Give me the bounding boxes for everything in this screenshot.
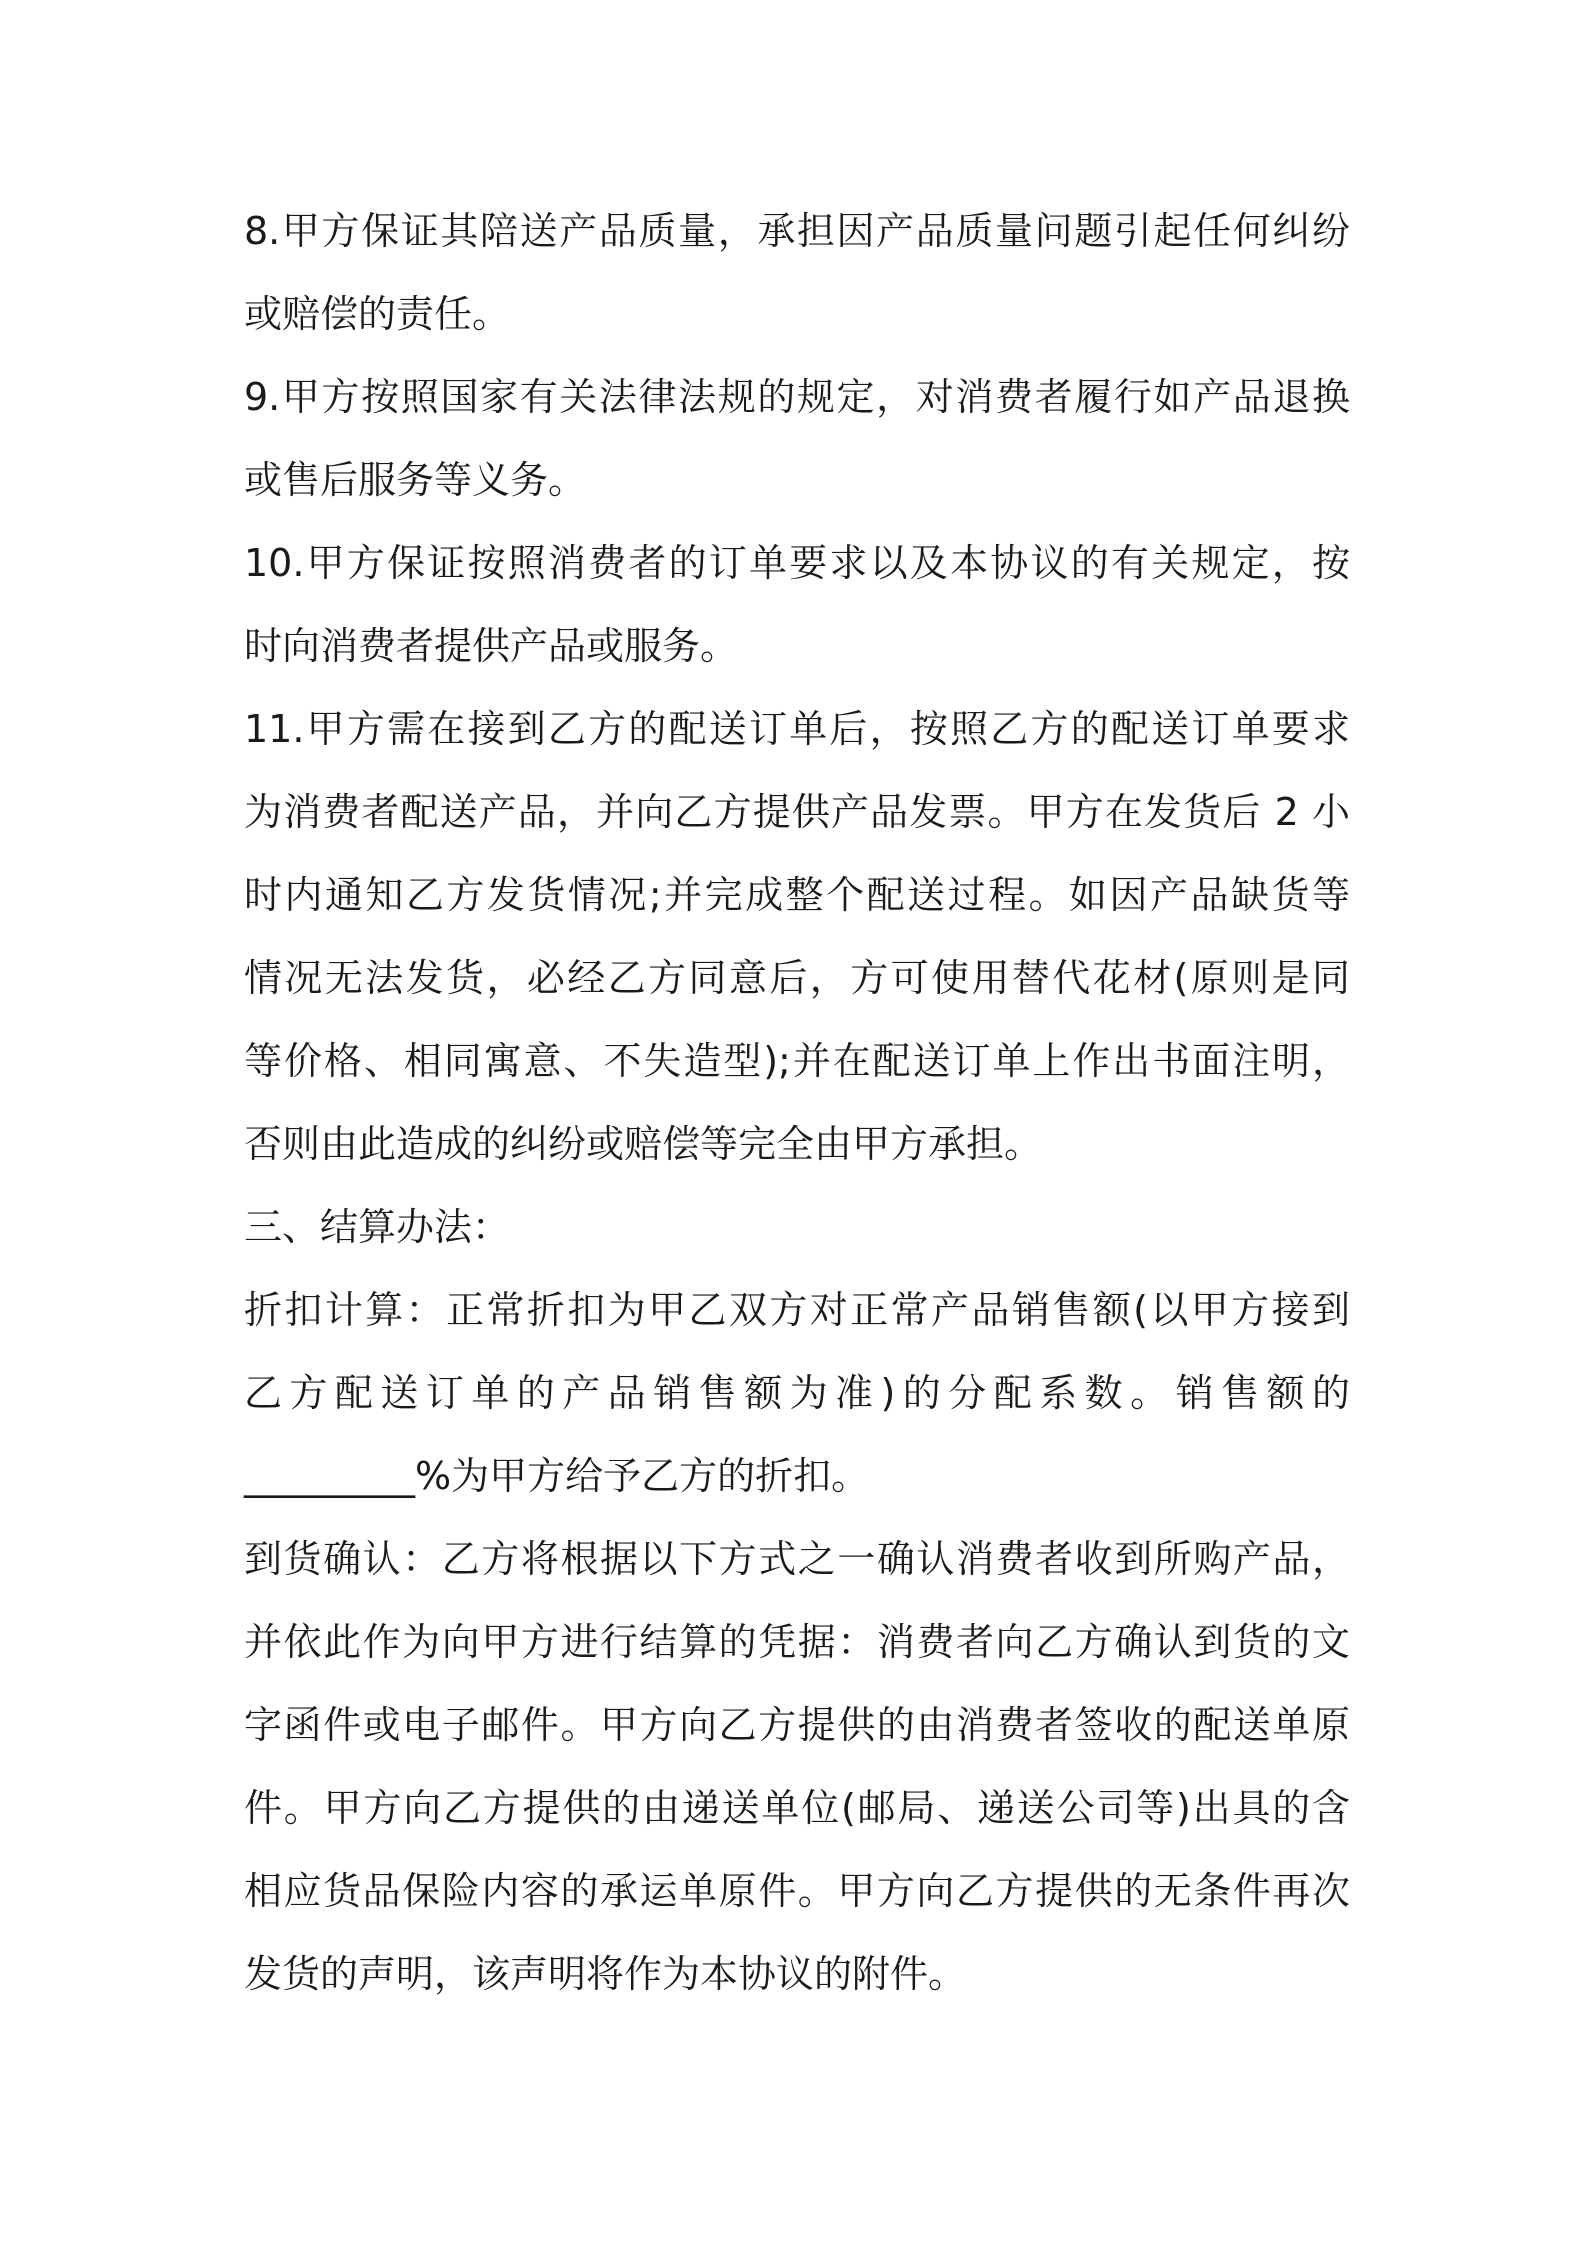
text-line: 折扣计算：正常折扣为甲乙双方对正常产品销售额(以甲方接到 — [244, 1288, 1350, 1332]
text-line: 时向消费者提供产品或服务。 — [244, 624, 739, 668]
text-line: 时内通知乙方发货情况;并完成整个配送过程。如因产品缺货等 — [244, 873, 1350, 917]
text-line: 等价格、相同寓意、不失造型);并在配送订单上作出书面注明， — [244, 1039, 1350, 1083]
text-line: 11.甲方需在接到乙方的配送订单后，按照乙方的配送订单要求 — [244, 707, 1350, 751]
section-heading: 三、结算办法： — [244, 1205, 511, 1249]
text-line: 到货确认：乙方将根据以下方式之一确认消费者收到所购产品， — [244, 1537, 1350, 1581]
text-line: 字函件或电子邮件。甲方向乙方提供的由消费者签收的配送单原 — [244, 1703, 1350, 1747]
text-line: 或赔偿的责任。 — [244, 292, 511, 336]
text-line: 为消费者配送产品，并向乙方提供产品发票。甲方在发货后 2 小 — [244, 790, 1350, 834]
text-line: 9.甲方按照国家有关法律法规的规定，对消费者履行如产品退换 — [244, 375, 1350, 419]
text-line: 并依此作为向甲方进行结算的凭据：消费者向乙方确认到货的文 — [244, 1620, 1350, 1664]
text-line: 否则由此造成的纠纷或赔偿等完全由甲方承担。 — [244, 1122, 1043, 1166]
text-line: 发货的声明，该声明将作为本协议的附件。 — [244, 1952, 967, 1996]
text-line: 或售后服务等义务。 — [244, 458, 587, 502]
text-line: 情况无法发货，必经乙方同意后，方可使用替代花材(原则是同 — [244, 956, 1350, 1000]
document-body — [244, 190, 1350, 2016]
text-line: 10.甲方保证按照消费者的订单要求以及本协议的有关规定，按 — [244, 541, 1350, 585]
text-line: 8.甲方保证其陪送产品质量，承担因产品质量问题引起任何纠纷 — [244, 209, 1350, 253]
text-line: 相应货品保险内容的承运单原件。甲方向乙方提供的无条件再次 — [244, 1869, 1350, 1913]
text-line: 件。甲方向乙方提供的由递送单位(邮局、递送公司等)出具的含 — [244, 1786, 1350, 1830]
text-line: _________%为甲方给予乙方的折扣。 — [244, 1454, 870, 1498]
text-line: 乙方配送订单的产品销售额为准)的分配系数。销售额的 — [244, 1371, 1350, 1415]
